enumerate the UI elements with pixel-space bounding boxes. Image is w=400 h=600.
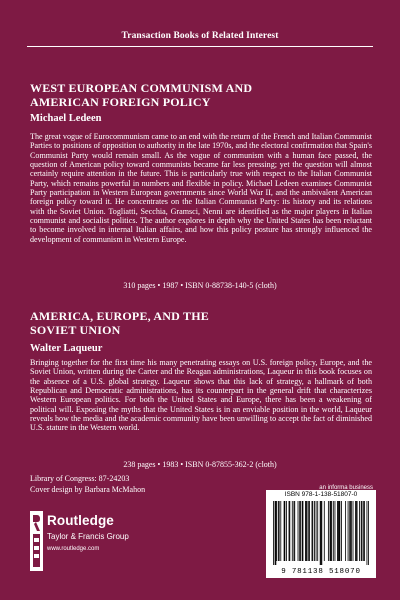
book-2-title-line-1: AMERICA, EUROPE, AND THE — [30, 309, 209, 323]
barcode-bar — [338, 501, 339, 561]
barcode-bar — [324, 501, 325, 561]
barcode-bar — [335, 501, 336, 561]
barcode-bar — [309, 501, 310, 561]
barcode-bar — [321, 501, 322, 565]
informa-text: an informa business — [319, 484, 373, 491]
barcode-bar — [367, 501, 368, 565]
publisher-logo — [30, 511, 160, 571]
barcode-bar — [328, 501, 329, 561]
barcode-icon — [273, 501, 369, 565]
barcode-bar — [284, 501, 285, 561]
barcode-bar — [363, 501, 364, 561]
barcode-bar — [364, 501, 365, 561]
barcode-bar — [331, 501, 332, 561]
barcode-bar — [276, 501, 277, 561]
book-1-title — [30, 81, 375, 109]
library-of-congress: Library of Congress: 87-24203 — [30, 474, 130, 483]
barcode-bar — [317, 501, 318, 561]
isbn-label: ISBN 978-1-138-51807-0 — [284, 491, 358, 498]
barcode-bar — [362, 501, 363, 561]
barcode-bar — [299, 501, 300, 561]
barcode-bar — [356, 501, 357, 561]
barcode-bar — [341, 501, 342, 561]
publisher-group: Taylor & Francis Group — [47, 532, 129, 541]
barcode-bar — [357, 501, 358, 561]
barcode-bar — [298, 501, 299, 561]
isbn-digits: 9 781138 518070 — [281, 568, 361, 576]
barcode-bar — [351, 501, 352, 561]
barcode-bar — [280, 501, 281, 561]
barcode-bar — [333, 501, 334, 561]
barcode-bar — [330, 501, 331, 561]
barcode-bar — [321, 501, 322, 565]
barcode-bar — [368, 501, 369, 565]
book-1-title-line-2: AMERICAN FOREIGN POLICY — [30, 95, 211, 109]
barcode-bar — [306, 501, 307, 561]
barcode-bar — [273, 501, 274, 565]
barcode-bar — [289, 501, 290, 561]
barcode-bar — [361, 501, 362, 561]
isbn-barcode-box — [266, 490, 376, 578]
barcode-bar — [320, 501, 321, 565]
barcode-bar — [275, 501, 276, 565]
book-1-description — [30, 132, 372, 244]
barcode-bar — [312, 501, 313, 561]
barcode-bar — [339, 501, 340, 561]
barcode-bar — [355, 501, 356, 561]
book-1-author: Michael Ledeen — [30, 113, 102, 124]
book-2-title-line-2: SOVIET UNION — [30, 323, 121, 337]
book-1-title-line-1: WEST EUROPEAN COMMUNISM AND — [30, 81, 253, 95]
barcode-bar — [312, 501, 313, 561]
book-2-description-text: Bringing together for the first time his many penetrating essays on U.S. foreign policy, Europe, and the Soviet Union, written during the Carter and the Reagan administrations, Laqueur in this book focuses on the absence of a U.S. global strategy. Laqueur shows that this lack of strategy, a hallmark of both Republican and Democratic administrations, has its counterpart in the general drift that characterizes Western European politics. For both the United States and Europe, there has been a weakening of political will. Exposing the myths that the United States is in an enviable position in the world, Laqueur reveals how the media and the academic community have been unwilling to accept the fact of diminished U.S. stature in the Western world. — [30, 358, 372, 433]
barcode-bar — [300, 501, 301, 561]
barcode-bar — [302, 501, 303, 561]
barcode-bar — [337, 501, 338, 561]
book-2-title — [30, 309, 375, 337]
barcode-bar — [345, 501, 346, 561]
barcode-bar — [348, 501, 349, 561]
book-2-pub-info: 238 pages • 1983 • ISBN 0-87855-362-2 (cloth) — [123, 460, 277, 469]
publisher-url: www.routledge.com — [47, 546, 100, 552]
barcode-bar — [359, 501, 360, 561]
barcode-bar — [307, 501, 308, 561]
barcode-bar — [294, 501, 295, 561]
barcode-bar — [353, 501, 354, 561]
barcode-bar — [294, 501, 295, 561]
barcode-bar — [349, 501, 350, 561]
barcode-bar — [305, 501, 306, 561]
barcode-bar — [314, 501, 315, 561]
barcode-bar — [284, 501, 285, 561]
book-1-pub-info: 310 pages • 1987 • ISBN 0-88738-140-5 (cloth) — [123, 281, 277, 290]
barcode-bar — [330, 501, 331, 561]
series-header: Transaction Books of Related Interest — [121, 31, 279, 41]
barcode-bar — [278, 501, 279, 561]
barcode-bar — [275, 501, 276, 565]
header-rule — [27, 46, 373, 47]
publisher-name: Routledge — [47, 513, 114, 528]
barcode-bar — [303, 501, 304, 561]
barcode-bar — [286, 501, 287, 561]
book-2-description — [30, 358, 372, 433]
barcode-bar — [308, 501, 309, 561]
book-2-author: Walter Laqueur — [30, 343, 103, 354]
barcode-bar — [292, 501, 293, 561]
cover-design-credit: Cover design by Barbara McMahon — [30, 485, 146, 494]
barcode-bar — [316, 501, 317, 561]
barcode-bar — [279, 501, 280, 561]
barcode-bar — [339, 501, 340, 561]
book-1-description-text: The great vogue of Eurocommunism came to an end with the return of the French and Italian Communist Parties to positions of opposition to authority in the late 1970s, and the electoral confirmation that Spain's Communist Party would remain small. As the vogue of communism with a human face passed, the question of American policy toward communists became far less pressing; yet the question will almost certainly require attention in the future. This is particularly true with respect to the Italian Communist Party, which remains powerful in numbers and flexible in policy. Michael Ledeen examines Communist Party participation in Western European governments since World War II, and the ambivalent American foreign policy toward it. He concentrates on the Italian Communist Party: its history and its relations with the Soviet Union. Togliatti, Secchia, Gramsci, Nenni are identified as the major players in Italian communist and socialist politics. The author explores in depth why the United States has been reluctant to become involved in internal Italian affairs, and how this policy posture has strongly influenced the development of communism in Western Europe. — [30, 132, 373, 244]
routledge-mark-icon — [30, 511, 43, 571]
barcode-bar — [350, 501, 351, 561]
barcode-bar — [289, 501, 290, 561]
